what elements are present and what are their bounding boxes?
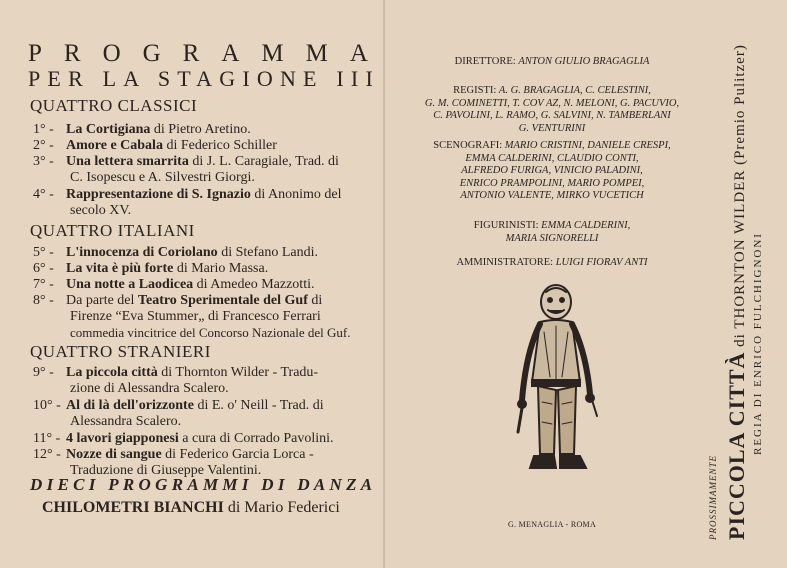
credit-label: DIRETTORE: <box>454 56 519 67</box>
item-number: 1° - <box>33 122 54 137</box>
program-item-6 <box>33 260 377 277</box>
item-continuation: C. Isopescu e A. Silvestri Giorgi. <box>70 170 255 185</box>
item-title: Rappresentazione di S. Ignazio <box>66 187 251 202</box>
item-title: 4 lavori giapponesi <box>66 431 179 446</box>
credit-names: A. G. BRAGAGLIA, C. CELESTINI, <box>498 85 651 96</box>
item-title: Amore e Cabala <box>66 138 163 153</box>
item-detail: di Mario Massa. <box>173 261 269 276</box>
chilometri-author: di Mario Federici <box>223 499 340 516</box>
program-item-2 <box>33 137 377 154</box>
item-prefix: Da parte del <box>66 293 138 308</box>
section-quattro-stranieri: QUATTRO STRANIERI <box>30 342 211 361</box>
item-detail: di Thornton Wilder - Tradu- <box>157 365 319 380</box>
credit-names: ANTON GIULIO BRAGAGLIA <box>518 56 650 67</box>
credit-names: C. PAVOLINI, L. RAMO, G. SALVINI, N. TAMBERLANI <box>433 110 671 121</box>
program-item-4 <box>33 186 377 203</box>
item-title: Nozze di sangue <box>66 447 162 462</box>
program-item-12 <box>33 446 377 463</box>
item-detail: di Stefano Landi. <box>217 245 318 260</box>
page-fold <box>383 0 385 568</box>
regia-credit: REGIA DI ENRICO FULCHIGNONI <box>752 232 764 455</box>
credit-amministratore <box>412 257 692 270</box>
credit-label: FIGURINISTI: <box>473 220 542 231</box>
play-title: PICCOLA CITTÀ <box>724 351 749 540</box>
program-item-11 <box>33 430 377 447</box>
credit-names: ANTONIO VALENTE, MIRKO VUCETICH <box>460 190 644 201</box>
program-item-3 <box>33 153 377 170</box>
item-detail: di Anonimo del <box>250 187 342 202</box>
credit-names: MARIA SIGNORELLI <box>505 232 599 244</box>
item-title: La Cortigiana <box>66 122 151 137</box>
credit-label: AMMINISTRATORE: <box>456 257 556 268</box>
credit-names: MARIO CRISTINI, DANIELE CRESPI, <box>504 140 671 151</box>
item-detail: di E. o' Neill - Trad. di <box>193 398 324 413</box>
item-number: 3° - <box>33 154 54 169</box>
item-number: 8° - <box>33 293 54 308</box>
credit-scenografi <box>412 140 692 203</box>
program-item-10 <box>33 397 377 414</box>
item-title: La vita è più forte <box>66 261 174 276</box>
prossimamente-label: PROSSIMAMENTE <box>708 455 718 540</box>
credit-names: EMMA CALDERINI, CLAUDIO CONTI, <box>465 152 639 164</box>
item-number: 12° - <box>33 447 61 462</box>
item-title: Al di là dell'orizzonte <box>66 398 194 413</box>
program-item-7 <box>33 276 377 293</box>
credit-figurinisti <box>412 220 692 245</box>
item-title: L'innocenza di Coriolano <box>66 245 218 260</box>
item-title: Una notte a Laodicea <box>66 277 194 292</box>
stagione-title: PER LA STAGIONE III <box>28 66 380 91</box>
credit-names: EMMA CALDERINI, <box>541 220 631 231</box>
item-number: 2° - <box>33 138 54 153</box>
actor-figure-illustration <box>500 282 610 496</box>
item-detail: di Federico Schiller <box>162 138 277 153</box>
item-detail: di Amedeo Mazzotti. <box>193 277 315 292</box>
credit-names: G. M. COMINETTI, T. COV AZ, N. MELONI, G. PACUVIO, <box>424 97 680 109</box>
item-continuation: Alessandra Scalero. <box>70 414 182 429</box>
credit-names: LUIGI FIORAV ANTI <box>555 257 648 268</box>
credit-label: REGISTI: <box>453 85 499 96</box>
program-item-5 <box>33 244 377 261</box>
credit-names: ALFREDO FURIGA, VINICIO PALADINI, <box>461 165 643 176</box>
item-continuation: Firenze “Eva Stummer„ di Francesco Ferrari <box>70 309 321 324</box>
section-quattro-italiani: QUATTRO ITALIANI <box>30 221 195 240</box>
item-continuation: commedia vincitrice del Concorso Nazionale del Guf. <box>70 325 351 340</box>
program-item-8 <box>33 292 377 309</box>
item-number: 6° - <box>33 261 54 276</box>
printer-credit: G. MENAGLIA - ROMA <box>507 520 597 529</box>
piccola-citta-announcement <box>724 44 750 540</box>
item-number: 5° - <box>33 245 54 260</box>
credit-label: SCENOGRAFI: <box>433 140 505 151</box>
item-number: 10° - <box>33 398 61 413</box>
item-detail: di Pietro Aretino. <box>150 122 251 137</box>
credit-registi <box>412 85 692 135</box>
section-quattro-classici: QUATTRO CLASSICI <box>30 96 198 115</box>
item-title: Una lettera smarrita <box>66 154 189 169</box>
item-continuation: Traduzione di Giuseppe Valentini. <box>70 463 262 478</box>
item-number: 7° - <box>33 277 54 292</box>
program-item-1 <box>33 121 377 138</box>
program-item-9 <box>33 364 377 381</box>
item-title: La piccola città <box>66 365 158 380</box>
item-number: 11° - <box>33 431 61 446</box>
item-continuation: zione di Alessandra Scalero. <box>70 381 229 396</box>
item-continuation: secolo XV. <box>70 203 132 218</box>
danza-heading: DIECI PROGRAMMI DI DANZA <box>30 475 377 494</box>
item-number: 4° - <box>33 187 54 202</box>
item-detail: di Federico Garcia Lorca - <box>161 447 314 462</box>
chilometri-bianchi <box>42 499 340 517</box>
item-detail: a cura di Corrado Pavolini. <box>178 431 334 446</box>
item-title: Teatro Sperimentale del Guf <box>137 293 308 308</box>
play-author: di THORNTON WILDER (Premio Pulitzer) <box>732 44 748 352</box>
chilometri-title: CHILOMETRI BIANCHI <box>42 499 224 516</box>
credit-direttore <box>412 56 692 69</box>
credit-names: ENRICO PRAMPOLINI, MARIO POMPEI, <box>459 177 645 189</box>
item-detail: di J. L. Caragiale, Trad. di <box>188 154 339 169</box>
credit-names: G. VENTURINI <box>518 122 586 134</box>
item-number: 9° - <box>33 365 54 380</box>
item-detail: di <box>307 293 323 308</box>
programma-title: PROGRAMMA <box>28 40 390 67</box>
